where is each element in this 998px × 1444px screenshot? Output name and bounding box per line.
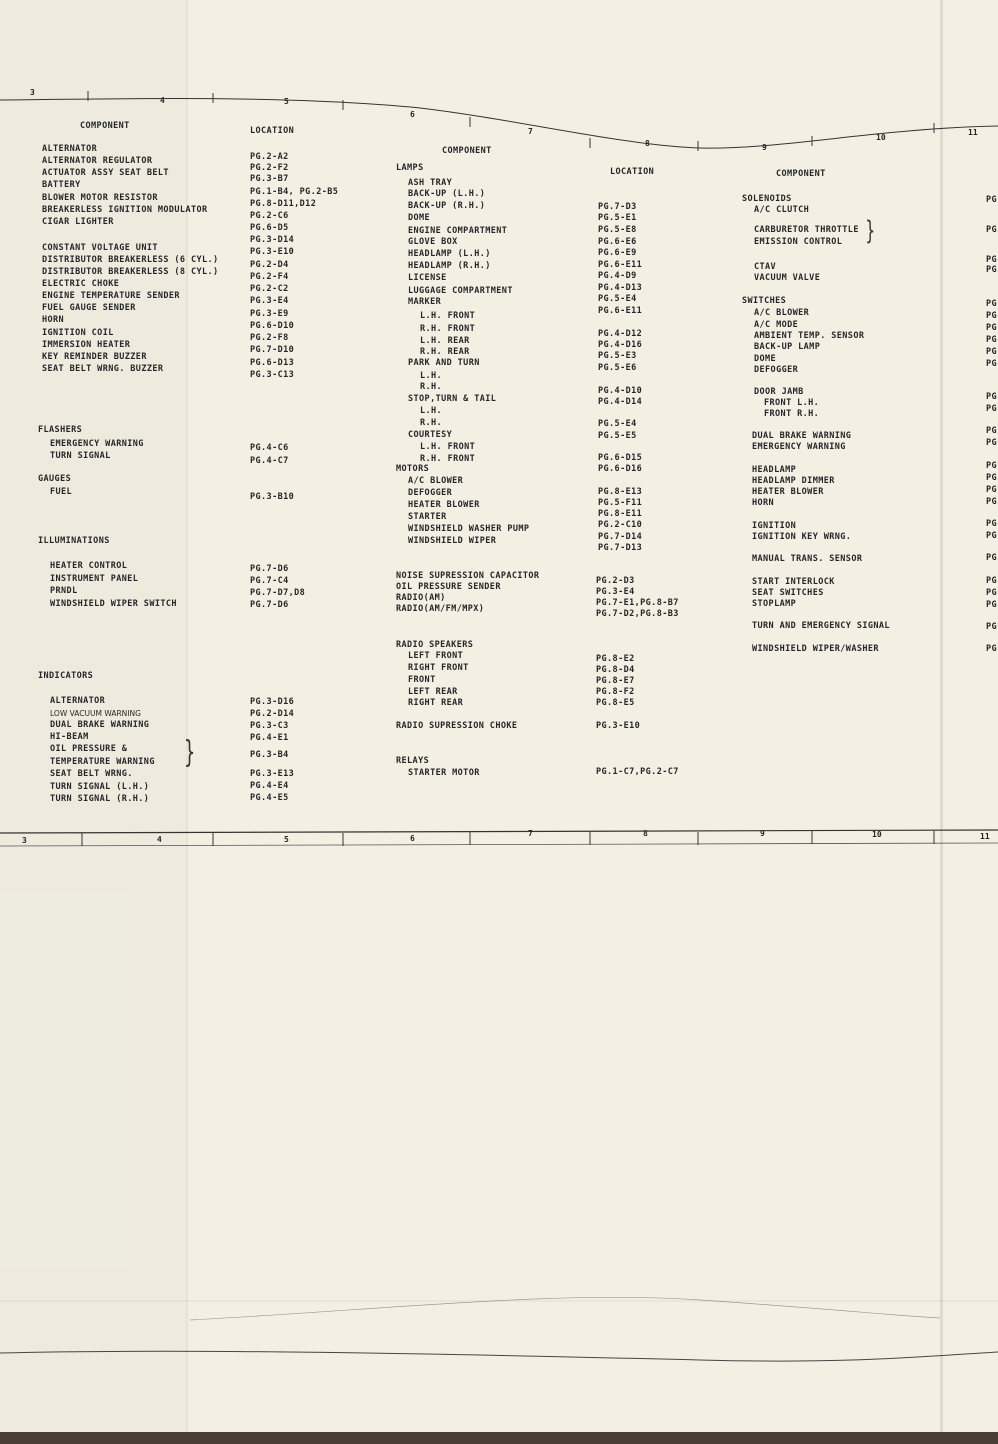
- component-label: HEADLAMP (L.H.): [408, 249, 491, 259]
- component-label: RADIO SUPRESSION CHOKE: [396, 721, 518, 731]
- location-label: PG.4-D14: [598, 397, 643, 407]
- component-label: ALTERNATOR: [50, 696, 106, 706]
- location-label: PG.3-C3: [250, 721, 289, 731]
- location-label: PG.2-A2: [250, 152, 289, 162]
- location-label: PG.2-D14: [250, 709, 295, 719]
- clipped-location-fragment: PG: [986, 473, 998, 483]
- clipped-location-fragment: PG: [986, 359, 998, 369]
- location-label: PG.7-D3: [598, 202, 637, 212]
- component-label: R.H. FRONT: [420, 324, 476, 334]
- component-label: STOP,TURN & TAIL: [408, 394, 497, 404]
- component-label: DEFOGGER: [754, 365, 799, 375]
- clipped-location-fragment: PG: [986, 576, 998, 586]
- location-label: PG.4-E4: [250, 781, 289, 791]
- component-label: TEMPERATURE WARNING: [50, 757, 155, 767]
- location-label: PG.7-C4: [250, 576, 289, 586]
- location-label: PG.3-B7: [250, 174, 289, 184]
- clipped-location-fragment: PG: [986, 622, 998, 632]
- component-label: PRNDL: [50, 586, 78, 596]
- top-ruler-line: [0, 98, 998, 148]
- component-label: FUEL: [50, 487, 73, 497]
- location-label: PG.4-C6: [250, 443, 289, 453]
- location-label: PG.3-E4: [250, 296, 289, 306]
- location-label: PG.4-D12: [598, 329, 643, 339]
- location-label: PG.6-E11: [598, 306, 643, 316]
- location-label: PG.3-E10: [596, 721, 641, 731]
- component-label: IMMERSION HEATER: [42, 340, 131, 350]
- location-label: PG.8-E7: [596, 676, 635, 686]
- brace-mark: }: [865, 216, 876, 246]
- col2-component-header: COMPONENT: [442, 146, 492, 156]
- clipped-location-fragment: PG: [986, 531, 998, 541]
- location-label: PG.3-E4: [596, 587, 635, 597]
- clipped-location-fragment: PG: [986, 426, 998, 436]
- location-label: PG.7-D10: [250, 345, 295, 355]
- component-label: DOME: [408, 213, 431, 223]
- component-label: LEFT REAR: [408, 687, 458, 697]
- component-label: CONSTANT VOLTAGE UNIT: [42, 243, 158, 253]
- component-label: IGNITION: [752, 521, 797, 531]
- section-title-motors: MOTORS: [396, 464, 430, 474]
- location-label: PG.5-F11: [598, 498, 643, 508]
- clipped-location-fragment: PG: [986, 588, 998, 598]
- component-label: TURN SIGNAL: [50, 451, 111, 461]
- clipped-location-fragment: PG: [986, 225, 998, 235]
- location-label: PG.2-D4: [250, 260, 289, 270]
- location-label: PG.2-C2: [250, 284, 289, 294]
- component-label: L.H. REAR: [420, 336, 470, 346]
- component-label: CIGAR LIGHTER: [42, 217, 114, 227]
- location-label: PG.3-E13: [250, 769, 295, 779]
- component-label: VACUUM VALVE: [754, 273, 821, 283]
- component-label: HEATER BLOWER: [408, 500, 480, 510]
- col1-location-header: LOCATION: [250, 126, 295, 136]
- component-label: AMBIENT TEMP. SENSOR: [754, 331, 865, 341]
- location-label: PG.3-D16: [250, 697, 295, 707]
- location-label: PG.3-B4: [250, 750, 289, 760]
- component-label: DUAL BRAKE WARNING: [50, 720, 150, 730]
- scale-label: 8: [643, 829, 648, 838]
- component-label: WINDSHIELD WIPER: [408, 536, 497, 546]
- component-label: ACTUATOR ASSY SEAT BELT: [42, 168, 169, 178]
- location-label: PG.3-E9: [250, 309, 289, 319]
- col3-component-header: COMPONENT: [776, 169, 826, 179]
- component-label: BLOWER MOTOR RESISTOR: [42, 193, 158, 203]
- location-label: PG.4-D16: [598, 340, 643, 350]
- component-label: LEFT FRONT: [408, 651, 464, 661]
- location-label: PG.3-E10: [250, 247, 295, 257]
- component-label: BACK-UP LAMP: [754, 342, 821, 352]
- component-label: R.H. REAR: [420, 347, 470, 357]
- location-label: PG.5-E4: [598, 419, 637, 429]
- scale-label: 7: [528, 829, 533, 838]
- component-label: MARKER: [408, 297, 442, 307]
- component-label: A/C MODE: [754, 320, 799, 330]
- component-label: SEAT SWITCHES: [752, 588, 824, 598]
- scale-label: 9: [762, 143, 767, 152]
- component-label: OIL PRESSURE &: [50, 744, 128, 754]
- clipped-location-fragment: PG: [986, 644, 998, 654]
- component-label: INSTRUMENT PANEL: [50, 574, 139, 584]
- component-label: A/C BLOWER: [408, 476, 464, 486]
- clipped-location-fragment: PG: [986, 299, 998, 309]
- component-label: HI-BEAM: [50, 732, 89, 742]
- component-label: PARK AND TURN: [408, 358, 480, 368]
- component-label: ENGINE TEMPERATURE SENDER: [42, 291, 180, 301]
- clipped-location-fragment: PG: [986, 519, 998, 529]
- location-label: PG.6-D10: [250, 321, 295, 331]
- clipped-location-fragment: PG: [986, 335, 998, 345]
- component-label: ASH TRAY: [408, 178, 453, 188]
- section-title-lamps: LAMPS: [396, 163, 424, 173]
- component-label: HEATER BLOWER: [752, 487, 824, 497]
- component-label: DEFOGGER: [408, 488, 453, 498]
- component-label: COURTESY: [408, 430, 453, 440]
- location-label: PG.3-B10: [250, 492, 295, 502]
- clipped-location-fragment: PG: [986, 392, 998, 402]
- clipped-location-fragment: PG: [986, 347, 998, 357]
- location-label: PG.7-D14: [598, 532, 643, 542]
- component-label: CTAV: [754, 262, 777, 272]
- clipped-location-fragment: PG: [986, 265, 998, 275]
- component-label: HEADLAMP (R.H.): [408, 261, 491, 271]
- component-label: A/C CLUTCH: [754, 205, 810, 215]
- scale-label: 7: [528, 127, 533, 136]
- col2-location-header: LOCATION: [610, 167, 655, 177]
- component-label: ENGINE COMPARTMENT: [408, 226, 508, 236]
- component-label: WINDSHIELD WASHER PUMP: [408, 524, 530, 534]
- location-label: PG.8-F2: [596, 687, 635, 697]
- scale-label: 6: [410, 110, 415, 119]
- location-label: PG.4-E1: [250, 733, 289, 743]
- component-label: DUAL BRAKE WARNING: [752, 431, 852, 441]
- location-label: PG.6-D5: [250, 223, 289, 233]
- location-label: PG.2-F2: [250, 163, 289, 173]
- component-label: SEAT BELT WRNG. BUZZER: [42, 364, 164, 374]
- component-label: NOISE SUPRESSION CAPACITOR: [396, 571, 540, 581]
- component-label: BACK-UP (R.H.): [408, 201, 486, 211]
- component-label: ALTERNATOR REGULATOR: [42, 156, 153, 166]
- location-label: PG.5-E4: [598, 294, 637, 304]
- location-label: PG.6-E11: [598, 260, 643, 270]
- location-label: PG.2-C10: [598, 520, 643, 530]
- location-label: PG.4-D10: [598, 386, 643, 396]
- scale-label: 4: [157, 835, 162, 844]
- component-label: HEADLAMP: [752, 465, 797, 475]
- location-label: PG.8-E13: [598, 487, 643, 497]
- component-label: FRONT L.H.: [764, 398, 820, 408]
- component-label: STARTER: [408, 512, 447, 522]
- component-label: L.H.: [420, 406, 443, 416]
- location-label: PG.2-F4: [250, 272, 289, 282]
- component-label: GLOVE BOX: [408, 237, 458, 247]
- location-label: PG.5-E8: [598, 225, 637, 235]
- location-label: PG.8-E5: [596, 698, 635, 708]
- component-label: R.H. FRONT: [420, 454, 476, 464]
- location-label: PG.6-E6: [598, 237, 637, 247]
- component-label: LUGGAGE COMPARTMENT: [408, 286, 513, 296]
- component-label: MANUAL TRANS. SENSOR: [752, 554, 863, 564]
- location-label: PG.1-C7,PG.2-C7: [596, 767, 679, 777]
- component-label: HEATER CONTROL: [50, 561, 128, 571]
- section-title-indicators: INDICATORS: [38, 671, 94, 681]
- location-label: PG.1-B4, PG.2-B5: [250, 187, 339, 197]
- section-title-illuminations: ILLUMINATIONS: [38, 536, 110, 546]
- component-label: HEADLAMP DIMMER: [752, 476, 835, 486]
- component-label: DISTRIBUTOR BREAKERLESS (6 CYL.): [42, 255, 219, 265]
- col1-component-header: COMPONENT: [80, 121, 130, 131]
- section-title-gauges: GAUGES: [38, 474, 72, 484]
- component-label: HORN: [42, 315, 65, 325]
- component-label: HORN: [752, 498, 775, 508]
- component-label: IGNITION COIL: [42, 328, 114, 338]
- scale-label: 11: [968, 128, 978, 137]
- location-label: PG.4-D9: [598, 271, 637, 281]
- scale-label: 5: [284, 97, 289, 106]
- scale-label: 8: [645, 139, 650, 148]
- location-label: PG.7-D2,PG.8-B3: [596, 609, 679, 619]
- section-title-switches: SWITCHES: [742, 296, 787, 306]
- component-label: WINDSHIELD WIPER/WASHER: [752, 644, 879, 654]
- clipped-location-fragment: PG: [986, 485, 998, 495]
- component-label: EMERGENCY WARNING: [752, 442, 846, 452]
- component-label: R.H.: [420, 382, 443, 392]
- scale-label: 10: [876, 133, 886, 142]
- location-label: PG.2-C6: [250, 211, 289, 221]
- scale-label: 11: [980, 832, 990, 841]
- component-label: RADIO(AM): [396, 593, 446, 603]
- location-label: PG.3-D14: [250, 235, 295, 245]
- section-title-flashers: FLASHERS: [38, 425, 83, 435]
- location-label: PG.4-D13: [598, 283, 643, 293]
- scale-label: 6: [410, 834, 415, 843]
- component-label: DOOR JAMB: [754, 387, 804, 397]
- brace-mark: }: [183, 735, 196, 770]
- component-label: STARTER MOTOR: [408, 768, 480, 778]
- component-label: FUEL GAUGE SENDER: [42, 303, 136, 313]
- component-label: WINDSHIELD WIPER SWITCH: [50, 599, 177, 609]
- clipped-location-fragment: PG: [986, 438, 998, 448]
- scale-label: 10: [872, 830, 882, 839]
- component-label: STOPLAMP: [752, 599, 797, 609]
- component-label: LOW VACUUM WARNING: [50, 709, 141, 718]
- scale-label: 4: [160, 96, 165, 105]
- component-label: A/C BLOWER: [754, 308, 810, 318]
- component-label: ALTERNATOR: [42, 144, 98, 154]
- component-label: BATTERY: [42, 180, 81, 190]
- clipped-location-fragment: PG: [986, 311, 998, 321]
- component-label: EMERGENCY WARNING: [50, 439, 144, 449]
- component-label: DOME: [754, 354, 777, 364]
- clipped-location-fragment: PG: [986, 497, 998, 507]
- section-title-radio-speakers: RADIO SPEAKERS: [396, 640, 474, 650]
- clipped-location-fragment: PG: [986, 461, 998, 471]
- component-label: BREAKERLESS IGNITION MODULATOR: [42, 205, 208, 215]
- component-label: L.H. FRONT: [420, 442, 476, 452]
- location-label: PG.2-D3: [596, 576, 635, 586]
- scale-label: 3: [22, 836, 27, 845]
- location-label: PG.7-D7,D8: [250, 588, 306, 598]
- location-label: PG.5-E3: [598, 351, 637, 361]
- page-bottom-curve: [0, 1351, 998, 1361]
- bottom-ruler-line-lower: [0, 843, 998, 846]
- location-label: PG.3-C13: [250, 370, 295, 380]
- component-label: L.H. FRONT: [420, 311, 476, 321]
- clipped-location-fragment: PG: [986, 255, 998, 265]
- location-label: PG.8-E11: [598, 509, 643, 519]
- section-title-relays: RELAYS: [396, 756, 430, 766]
- location-label: PG.4-E5: [250, 793, 289, 803]
- component-label: LICENSE: [408, 273, 447, 283]
- location-label: PG.5-E6: [598, 363, 637, 373]
- scale-label: 3: [30, 88, 35, 97]
- clipped-location-fragment: PG: [986, 553, 998, 563]
- component-label: RIGHT REAR: [408, 698, 464, 708]
- component-label: CARBURETOR THROTTLE: [754, 225, 859, 235]
- scale-label: 9: [760, 829, 765, 838]
- location-label: PG.6-D13: [250, 358, 295, 368]
- component-label: OIL PRESSURE SENDER: [396, 582, 501, 592]
- location-label: PG.2-F8: [250, 333, 289, 343]
- component-label: KEY REMINDER BUZZER: [42, 352, 147, 362]
- location-label: PG.6-D16: [598, 464, 643, 474]
- panel-bottom-curve: [190, 1297, 940, 1320]
- location-label: PG.8-D4: [596, 665, 635, 675]
- clipped-location-fragment: PG: [986, 404, 998, 414]
- location-label: PG.7-D13: [598, 543, 643, 553]
- location-label: PG.4-C7: [250, 456, 289, 466]
- component-label: TURN AND EMERGENCY SIGNAL: [752, 621, 890, 631]
- component-label: RIGHT FRONT: [408, 663, 469, 673]
- clipped-location-fragment: PG: [986, 600, 998, 610]
- component-label: R.H.: [420, 418, 443, 428]
- component-label: RADIO(AM/FM/MPX): [396, 604, 485, 614]
- location-label: PG.6-D15: [598, 453, 643, 463]
- component-label: DISTRIBUTOR BREAKERLESS (8 CYL.): [42, 267, 219, 277]
- top-ticks: [88, 91, 934, 151]
- scale-label: 5: [284, 835, 289, 844]
- component-label: SEAT BELT WRNG.: [50, 769, 133, 779]
- component-label: IGNITION KEY WRNG.: [752, 532, 852, 542]
- clipped-location-fragment: PG: [986, 195, 998, 205]
- component-label: TURN SIGNAL (R.H.): [50, 794, 150, 804]
- location-label: PG.5-E5: [598, 431, 637, 441]
- location-label: PG.8-D11,D12: [250, 199, 317, 209]
- component-label: BACK-UP (L.H.): [408, 189, 486, 199]
- location-label: PG.7-D6: [250, 564, 289, 574]
- section-title-solenoids: SOLENOIDS: [742, 194, 792, 204]
- location-label: PG.5-E1: [598, 213, 637, 223]
- component-label: TURN SIGNAL (L.H.): [50, 782, 150, 792]
- component-label: EMISSION CONTROL: [754, 237, 843, 247]
- component-label: L.H.: [420, 371, 443, 381]
- clipped-location-fragment: PG: [986, 323, 998, 333]
- location-label: PG.7-E1,PG.8-B7: [596, 598, 679, 608]
- component-label: FRONT: [408, 675, 436, 685]
- location-label: PG.8-E2: [596, 654, 635, 664]
- bottom-ruler-line: [0, 830, 998, 833]
- component-label: FRONT R.H.: [764, 409, 820, 419]
- location-label: PG.7-D6: [250, 600, 289, 610]
- location-label: PG.6-E9: [598, 248, 637, 258]
- component-label: START INTERLOCK: [752, 577, 835, 587]
- component-label: ELECTRIC CHOKE: [42, 279, 120, 289]
